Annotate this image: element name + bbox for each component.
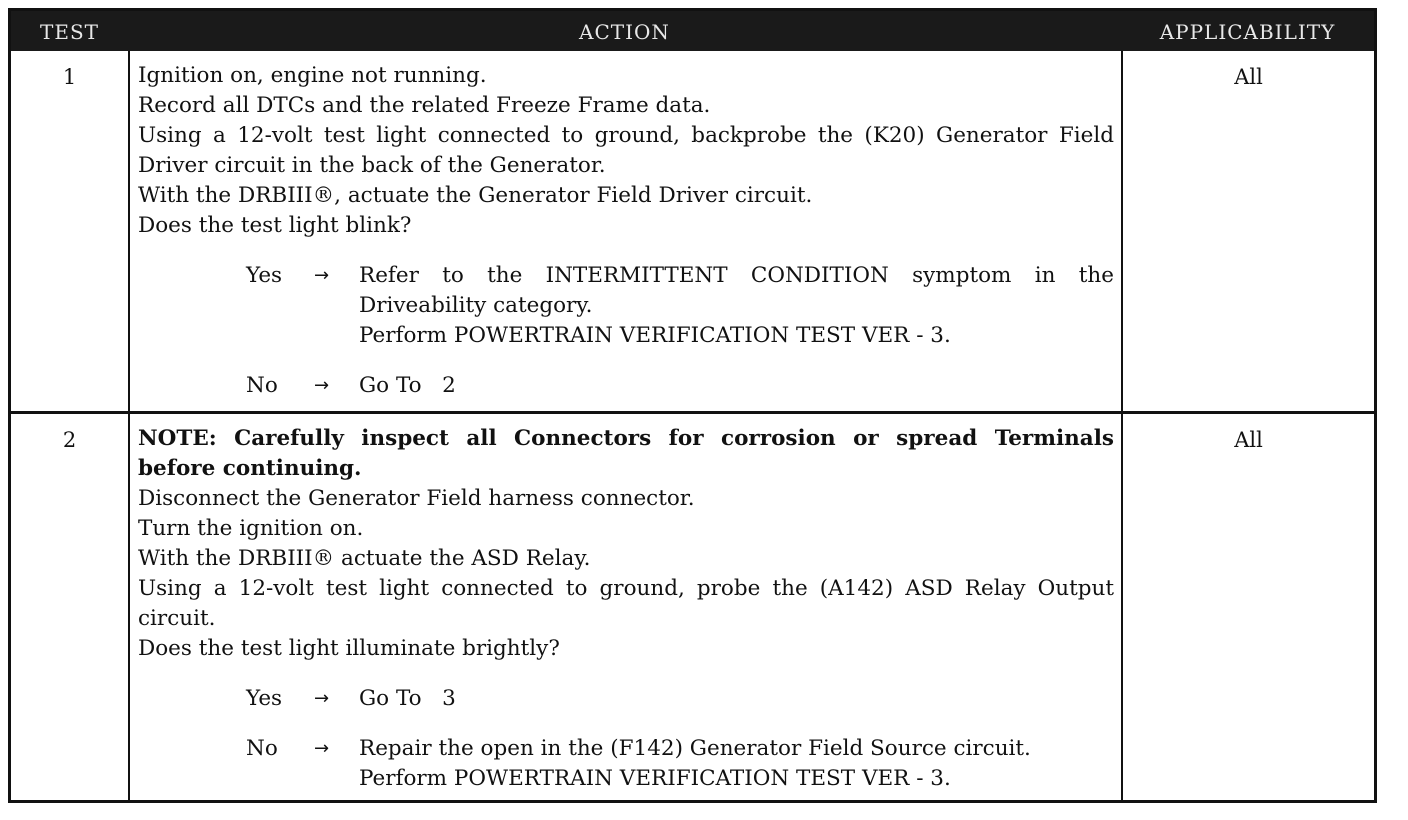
note-line: NOTE: Carefully inspect all Connectors for corrosion or spread Terminals bbox=[138, 426, 1114, 451]
table-row bbox=[11, 414, 1374, 800]
applicability-value: All bbox=[1234, 65, 1263, 89]
answer-label: No bbox=[246, 373, 278, 398]
action-line: Does the test light illuminate brightly? bbox=[138, 636, 560, 661]
arrow-right-icon: → bbox=[314, 265, 330, 286]
arrow-right-icon: → bbox=[314, 688, 330, 709]
answer-line: Driveability category. bbox=[359, 293, 593, 318]
action-line: Ignition on, engine not running. bbox=[138, 63, 487, 88]
note-line: before continuing. bbox=[138, 456, 362, 481]
answer-label: No bbox=[246, 736, 278, 761]
header-applicability: APPLICABILITY bbox=[1159, 20, 1336, 44]
diagnostic-test-table bbox=[8, 8, 1377, 803]
answer-line: Refer to the INTERMITTENT CONDITION symptom in the bbox=[359, 263, 1114, 288]
action-line: Using a 12-volt test light connected to ground, probe the (A142) ASD Relay Output bbox=[138, 576, 1114, 601]
action-line: Record all DTCs and the related Freeze Frame data. bbox=[138, 93, 711, 118]
answer-yes bbox=[138, 261, 1114, 351]
answer-line: Go To 3 bbox=[359, 686, 456, 711]
action-cell bbox=[138, 61, 1114, 401]
answer-line: Go To 2 bbox=[359, 373, 456, 398]
action-line: Turn the ignition on. bbox=[138, 516, 364, 541]
answer-text bbox=[359, 371, 1114, 401]
answer-label: Yes bbox=[246, 263, 283, 288]
table-header bbox=[11, 11, 1374, 51]
action-line: Does the test light blink? bbox=[138, 213, 412, 238]
answer-label: Yes bbox=[246, 686, 283, 711]
answer-text bbox=[359, 734, 1114, 794]
test-number: 2 bbox=[62, 428, 77, 452]
arrow-right-icon: → bbox=[314, 738, 330, 759]
action-line: Disconnect the Generator Field harness connector. bbox=[138, 486, 695, 511]
answer-line: Perform POWERTRAIN VERIFICATION TEST VER - 3. bbox=[359, 766, 951, 791]
answer-no bbox=[138, 371, 1114, 401]
action-line: With the DRBIII®, actuate the Generator Field Driver circuit. bbox=[138, 183, 813, 208]
answer-text bbox=[359, 261, 1114, 351]
arrow-right-icon: → bbox=[314, 375, 330, 396]
table-row bbox=[11, 51, 1374, 411]
action-line: Driver circuit in the back of the Generator. bbox=[138, 153, 606, 178]
header-test: TEST bbox=[40, 20, 99, 44]
header-action: ACTION bbox=[579, 20, 670, 44]
action-line: With the DRBIII® actuate the ASD Relay. bbox=[138, 546, 591, 571]
action-line: Using a 12-volt test light connected to ground, backprobe the (K20) Generator Field bbox=[138, 123, 1114, 148]
answer-yes bbox=[138, 684, 1114, 714]
applicability-value: All bbox=[1234, 428, 1263, 452]
answer-text bbox=[359, 684, 1114, 714]
test-number: 1 bbox=[62, 65, 77, 89]
answer-line: Perform POWERTRAIN VERIFICATION TEST VER - 3. bbox=[359, 323, 951, 348]
answer-no bbox=[138, 734, 1114, 794]
action-cell bbox=[138, 424, 1114, 794]
action-line: circuit. bbox=[138, 606, 216, 631]
answer-line: Repair the open in the (F142) Generator Field Source circuit. bbox=[359, 736, 1031, 761]
